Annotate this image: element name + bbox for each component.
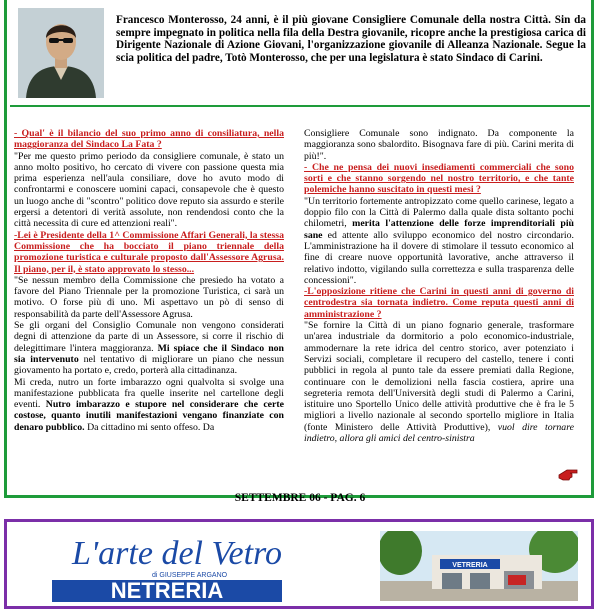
answer-2: "Se nessun membro della Commissione che presiedo ha votato a favore del Piano Triennale per la promozione Turistica, ci sarà un motivo. O forse più di uno. Mi aspettavo un pò di senso di responsabilità da parte dell'Assessore Agrusa. bbox=[14, 274, 284, 320]
ad-logo bbox=[12, 522, 302, 602]
portrait-photo bbox=[18, 8, 104, 98]
answer-7: "Se fornire la Città di un piano fognario generale, trasformare un'area industriale da dormitorio a polo economico-industriale, ammodernare la rete idrica del centro storico, aver potenziato i Servizi sociali, completare il recupero del castello, tenere i conti pubblici in regola al punto tale da essere premiati dalla Regione, continuare con le demolizioni nella fascia costiera, aprire una segreteria remota dell'Università degli studi di Palermo a Carini, istituire uno Sportello Unico delle attività produttive che è fra le 5 migliori a livello nazionale al secondo sportello migliore in Italia (fonte Ministero delle Attività Produttive), bbox=[304, 320, 574, 433]
question-4: -L'opposizione ritiene che Carini in questi anni di governo di centrodestra sia tornata indietro. Come reputa questi anni di amministrazione ? bbox=[304, 286, 574, 320]
answer-3-bold: Mi spiace che il Sindaco non sia intervenuto bbox=[14, 342, 285, 365]
answer-6-cont: ed attente allo sviluppo economico del nostro circondario. L'amministrazione ha il dovere di stimolare il tessuto economico al fine di creare nuove opportunità lavorative, anche attraverso il relativo indotto, vigilando sulla correttezza e sulla trasparenza delle concessioni". bbox=[304, 229, 574, 286]
section-divider bbox=[10, 105, 590, 107]
answer-3-cont: nel tentativo di migliorare un piano che nessun giovamento ha portato e, credo, porterà alla cittadinanza. bbox=[14, 353, 284, 377]
answer-4-cont: Da cittadino mi sento offeso. Da bbox=[87, 421, 215, 433]
right-column bbox=[304, 128, 574, 444]
answer-3: Se gli organi del Consiglio Comunale non vengono considerati degni di attenzione da parte di un Assessore, si corre il rischio di delegittimare l'intera maggioranza. bbox=[14, 320, 284, 354]
ad-brand-text: NETRERIA bbox=[110, 578, 224, 602]
page-footer: SETTEMBRE 06 - PAG. 6 bbox=[234, 492, 366, 504]
answer-6-bold: merita l'attenzione delle forze imprenditoriali più sane bbox=[304, 218, 575, 241]
intro-text: Francesco Monterosso, 24 anni, è il più giovane Consigliere Comunale della nostra Città. Sin da sempre impegnato in politica nella fila della Destra giovanile, ricopre anche la prestigiosa carica di Dirigente Nazionale di Azione Giovani, l'organizzazione giovanile di Alleanza Nazionale. Segue la scia politica del padre, Totò Monterosso, che per una legislatura è stato Sindaco di Carini. bbox=[116, 14, 586, 64]
left-column bbox=[14, 128, 284, 433]
question-3: - Che ne pensa dei nuovi insediamenti commerciali che sono sorti e che stanno sorgendo nel nostro territorio, e che tante polemiche hanno suscitato in questi mesi ? bbox=[304, 161, 574, 196]
ad-sub-text: di GIUSEPPE ARGANO bbox=[152, 572, 228, 579]
answer-4: Mi creda, nutro un forte imbarazzo ogni qualvolta si svolge una manifestazione pubblicata fra quelle inserite nel cartellone degli eventi. bbox=[14, 376, 284, 411]
answer-6: "Un territorio fortemente antropizzato come quello carinese, legato a doppio filo con la Città di Palermo dalla quale dista soltanto pochi chilometri, bbox=[304, 195, 574, 230]
pointing-hand-icon bbox=[557, 466, 579, 484]
answer-1: "Per me questo primo periodo da consigliere comunale, è stato un anno molto positivo, ho cercato di vivere con passione questa mia prima esperienza nell'aula consiliare, dove ho avuto modo di confrontarmi e conoscere uomini capaci, consapevole che è questo un luogo anche di "scontro" politico dove reputo sia assurdo e sterile ergersi a detentori di verità assolute, non rendendosi conto che la città necessita di cure ed attenzioni reali". bbox=[14, 150, 284, 230]
shop-sign-text: VETRERIA bbox=[452, 562, 488, 569]
storefront-photo bbox=[380, 531, 578, 601]
question-2: -Lei è Presidente della 1^ Commissione Affari Generali, la stessa Commissione che ha bocciato il piano triennale della promozione turistica e culturale proposto dall'Assessore Agrusa. Il piano, per il, è stato approvato lo stesso... bbox=[14, 229, 284, 275]
answer-4-bold: Nutro imbarazzo e stupore nel considerare che certe costose, quanto inutili manifestazioni vengano finanziate con denaro pubblico. bbox=[14, 399, 284, 433]
answer-5: Consigliere Comunale sono indignato. Da componente la maggioranza sono sbalordito. Bisognava fare di più. Carini merita di più!". bbox=[304, 128, 574, 162]
ad-script-text: L'arte del Vetro bbox=[72, 535, 282, 572]
intro-section bbox=[10, 4, 590, 100]
question-1: - Qual' è il bilancio del suo primo anno di consiliatura, nella maggioranza del Sindaco La Fata ? bbox=[14, 128, 284, 151]
answer-7-italic: vuol dire tornare indietro, allora gli amici del centro-sinistra bbox=[304, 421, 574, 445]
